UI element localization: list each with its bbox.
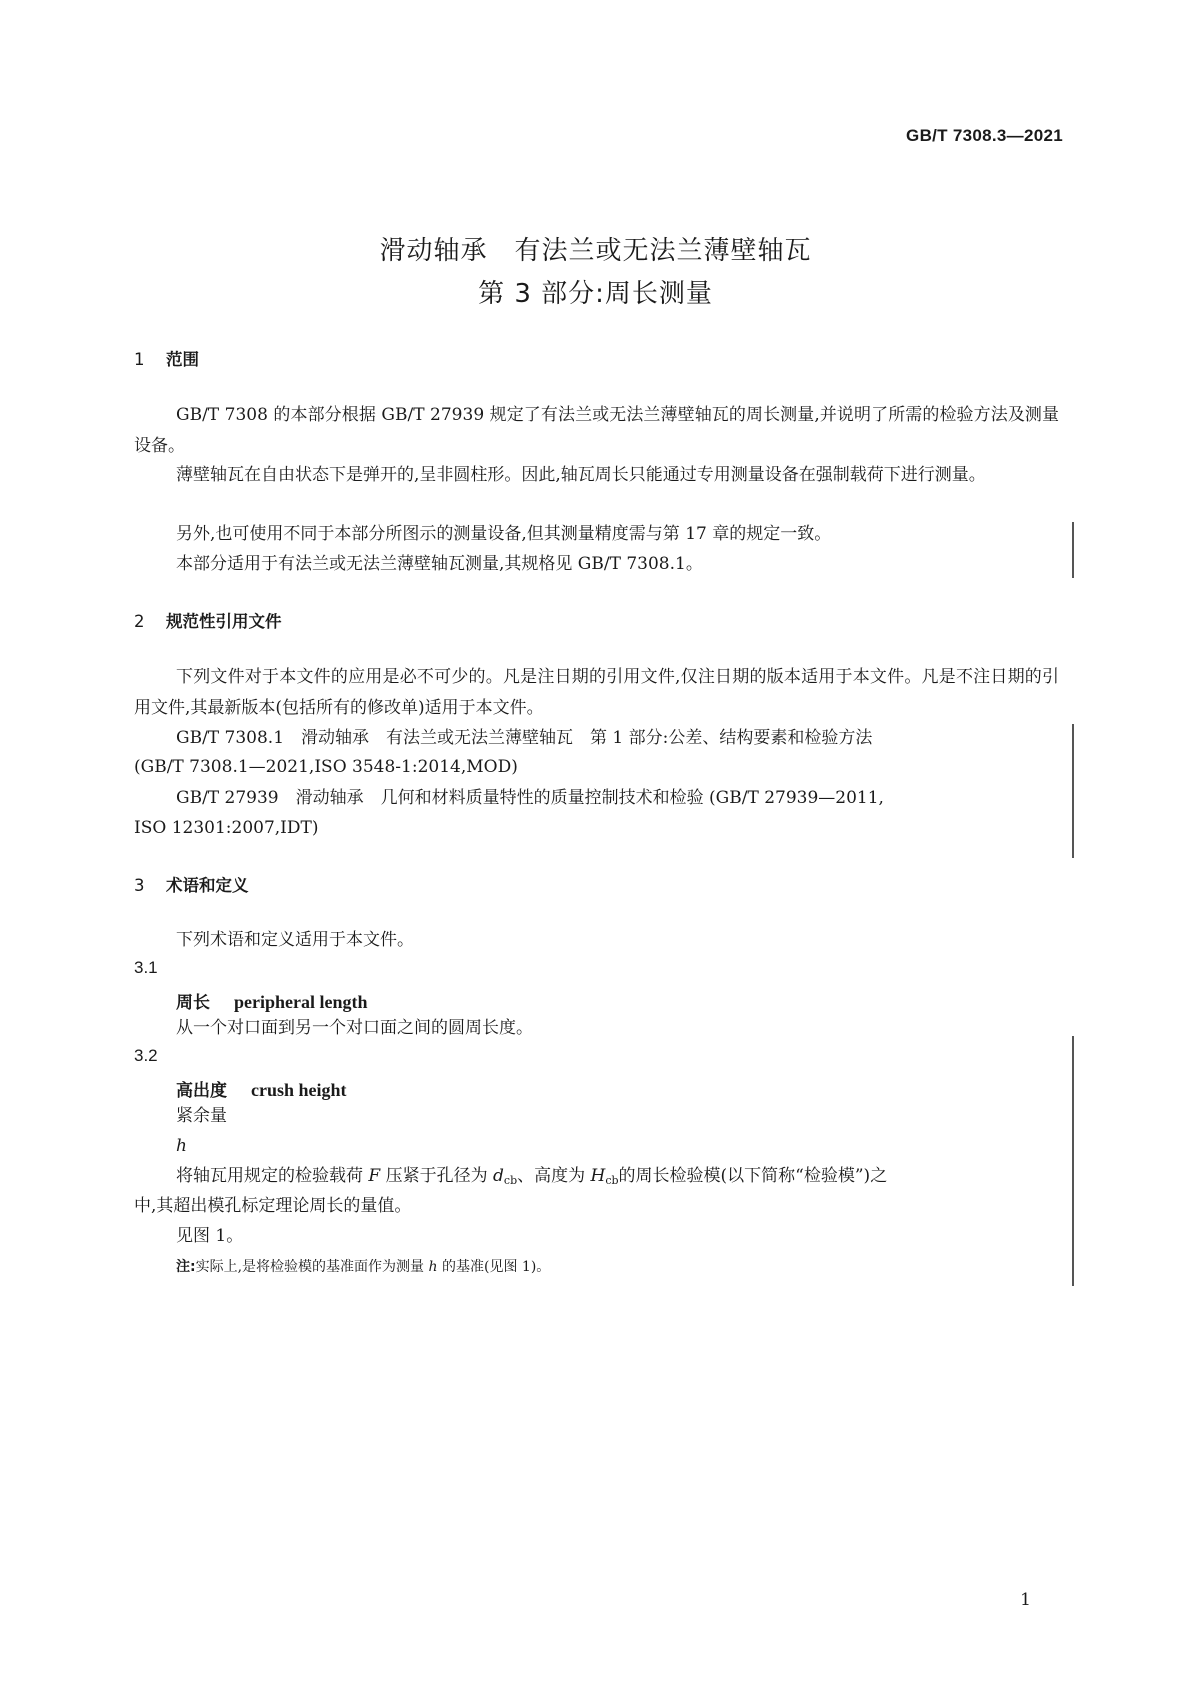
term-en: peripheral length [234,992,368,1012]
reference-entry: GB/T 27939 滑动轴承 几何和材料质量特性的质量控制技术和检验 (GB/T 27939—2011, [176,788,884,808]
section-number: 3 [134,876,145,895]
paragraph: 本部分适用于有法兰或无法兰薄壁轴瓦测量,其规格见 GB/T 7308.1。 [176,554,703,574]
document-title: 滑动轴承 有法兰或无法兰薄壁轴瓦 [379,236,812,266]
definition-text: 压紧于孔径为 [380,1166,494,1186]
term-number: 3.1 [134,958,158,977]
term-entry [176,988,368,1013]
section-title: 范围 [166,350,199,369]
note-label: 注: [176,1259,196,1275]
paragraph: 下列文件对于本文件的应用是必不可少的。凡是注日期的引用文件,仅注日期的版本适用于本文件。凡是不注日期的引用文件,其最新版本(包括所有的修改单)适用于本文件。 [134,667,1059,718]
paragraph: 薄壁轴瓦在自由状态下是弹开的,呈非圆柱形。因此,轴瓦周长只能通过专用测量设备在强制载荷下进行测量。 [176,465,986,485]
term-entry [176,1076,347,1101]
subscript: cb [605,1174,619,1187]
section-title: 规范性引用文件 [166,612,282,631]
definition-text: 、高度为 [517,1166,591,1186]
paragraph: GB/T 7308 的本部分根据 GB/T 27939 规定了有法兰或无法兰薄壁轴瓦的周长测量,并说明了所需的检验方法及测量设备。 [134,405,1059,456]
term-symbol: h [176,1136,187,1156]
paragraph: 另外,也可使用不同于本部分所图示的测量设备,但其测量精度需与第 17 章的规定一致。 [176,524,832,544]
definition-text: 将轴瓦用规定的检验载荷 [176,1166,369,1186]
document-subtitle: 第 3 部分:周长测量 [478,279,713,309]
symbol-crush-height: h [428,1259,438,1275]
section-heading-scope [134,346,199,370]
section-number: 2 [134,612,145,631]
section-heading-normative-references [134,608,282,632]
revision-bar [1072,522,1074,578]
symbol-height: H [590,1166,606,1186]
term-number: 3.2 [134,1046,158,1065]
term-definition: 中,其超出模孔标定理论周长的量值。 [134,1196,412,1216]
term-definition: 从一个对口面到另一个对口面之间的圆周长度。 [176,1018,533,1038]
reference-entry: (GB/T 7308.1—2021,ISO 3548-1:2014,MOD) [134,757,518,777]
definition-text: 的周长检验模(以下简称“检验模”)之 [618,1166,888,1186]
section-heading-terms [134,872,249,896]
term-zh: 周长 [176,993,210,1013]
reference-entry: ISO 12301:2007,IDT) [134,818,319,838]
subscript: cb [503,1174,518,1187]
term-zh: 高出度 [176,1081,227,1101]
term-en: crush height [251,1080,347,1100]
note [176,1256,550,1276]
section-number: 1 [134,350,145,369]
page-number: 1 [1020,1590,1031,1610]
symbol-bore-diameter: d [493,1166,504,1186]
paragraph: 下列术语和定义适用于本文件。 [176,930,414,950]
note-text: 实际上,是将检验模的基准面作为测量 [195,1259,429,1275]
revision-bar [1072,724,1074,858]
standard-code: GB/T 7308.3—2021 [906,126,1063,145]
symbol-load: F [368,1166,381,1186]
revision-bar [1072,1036,1074,1286]
figure-reference: 见图 1。 [176,1226,244,1246]
note-text: 的基准(见图 1)。 [437,1259,551,1275]
term-synonym: 紧余量 [176,1106,227,1126]
section-title: 术语和定义 [166,876,249,895]
reference-entry: GB/T 7308.1 滑动轴承 有法兰或无法兰薄壁轴瓦 第 1 部分:公差、结构要素和检验方法 [176,728,873,748]
